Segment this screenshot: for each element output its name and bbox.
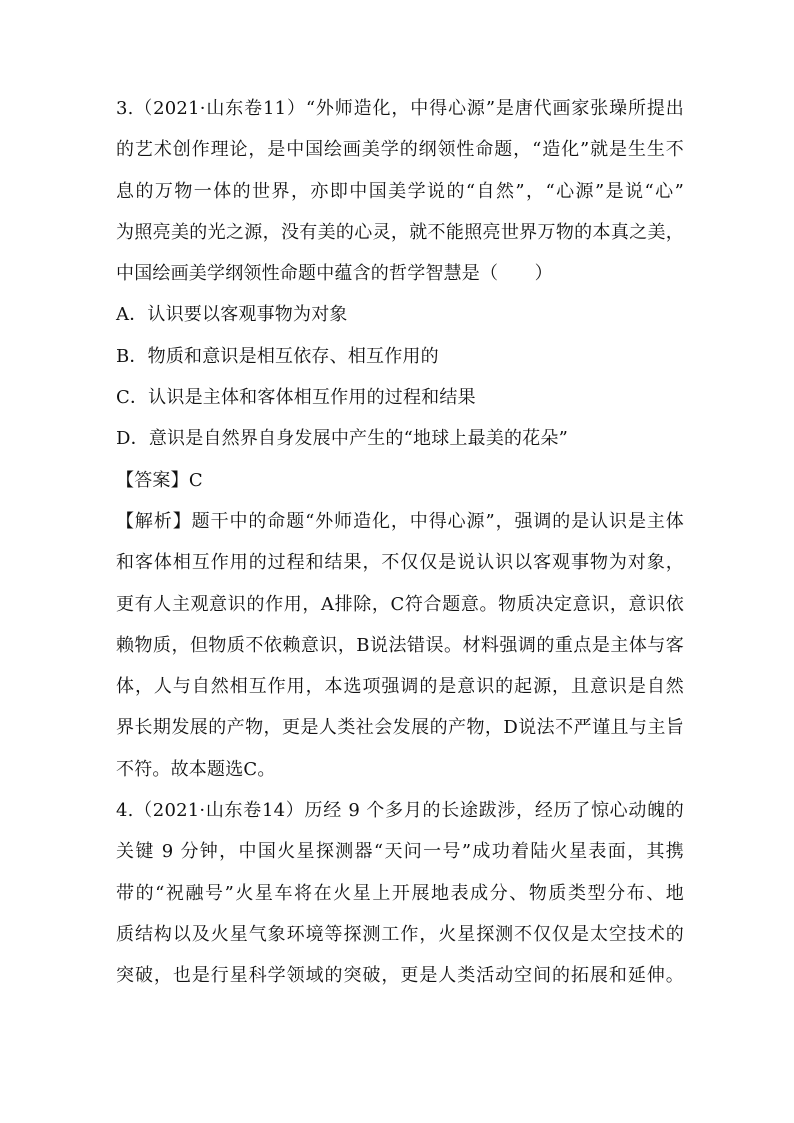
- question-4-stem-line: 关键 9 分钟，中国火星探测器“天问一号”成功着陆火星表面，其携: [116, 841, 684, 863]
- question-3-stem-line: 中国绘画美学纲领性命题中蕴含的哲学智慧是（ ）: [116, 263, 553, 285]
- option-d: D．意识是自然界自身发展中产生的“地球上最美的花朵”: [116, 428, 569, 450]
- analysis-line: 界长期发展的产物，更是人类社会发展的产物，D说法不严谨且与主旨: [116, 717, 684, 739]
- question-3-stem-line: 息的万物一体的世界，亦即中国美学说的“自然”，“心源”是说“心”: [116, 180, 684, 202]
- analysis-text: 题干中的命题“外师造化，中得心源”，强调的是认识是主体: [191, 510, 684, 532]
- answer-value: C: [188, 469, 203, 491]
- analysis-line: [116, 509, 684, 535]
- question-3: [116, 96, 684, 783]
- option-c: C．认识是主体和客体相互作用的过程和结果: [116, 387, 476, 409]
- question-4-stem-line: 突破，也是行星科学领域的突破，更是人类活动空间的拓展和延伸。: [116, 965, 684, 987]
- analysis-tag: 【解析】: [116, 510, 192, 532]
- question-4-stem-line: 4.（2021·山东卷14）历经 9 个多月的长途跋涉，经历了惊心动魄的: [116, 800, 684, 822]
- question-4-stem-line: 质结构以及火星气象环境等探测工作，火星探测不仅仅是太空技术的: [116, 923, 684, 945]
- question-3-stem-line: 3.（2021·山东卷11）“外师造化，中得心源”是唐代画家张璪所提出: [116, 98, 684, 119]
- question-4-stem-line: 带的“祝融号”火星车将在火星上开展地表成分、物质类型分布、地: [116, 882, 684, 904]
- option-b: B．物质和意识是相互依存、相互作用的: [116, 345, 439, 367]
- analysis-line: 更有人主观意识的作用，A排除，C符合题意。物质决定意识，意识依: [116, 593, 684, 615]
- analysis-line: 赖物质，但物质不依赖意识，B说法错误。材料强调的重点是主体与客: [116, 634, 684, 656]
- document-page: [116, 96, 684, 1005]
- answer-tag: 【答案】: [116, 469, 189, 491]
- question-3-stem-line: 为照亮美的光之源，没有美的心灵，就不能照亮世界万物的本真之美，: [116, 221, 684, 243]
- question-3-stem-line: 的艺术创作理论，是中国绘画美学的纲领性命题，“造化”就是生生不: [116, 139, 684, 161]
- option-a: A．认识要以客观事物为对象: [116, 304, 348, 326]
- analysis-line: 不符。故本题选C。: [116, 758, 276, 780]
- analysis-line: 体，人与自然相互作用，本选项强调的是意识的起源，且意识是自然: [116, 676, 684, 698]
- answer-line: [116, 468, 684, 494]
- analysis-line: 和客体相互作用的过程和结果，不仅仅是说认识以客观事物为对象，: [116, 552, 684, 574]
- question-4: [116, 798, 684, 989]
